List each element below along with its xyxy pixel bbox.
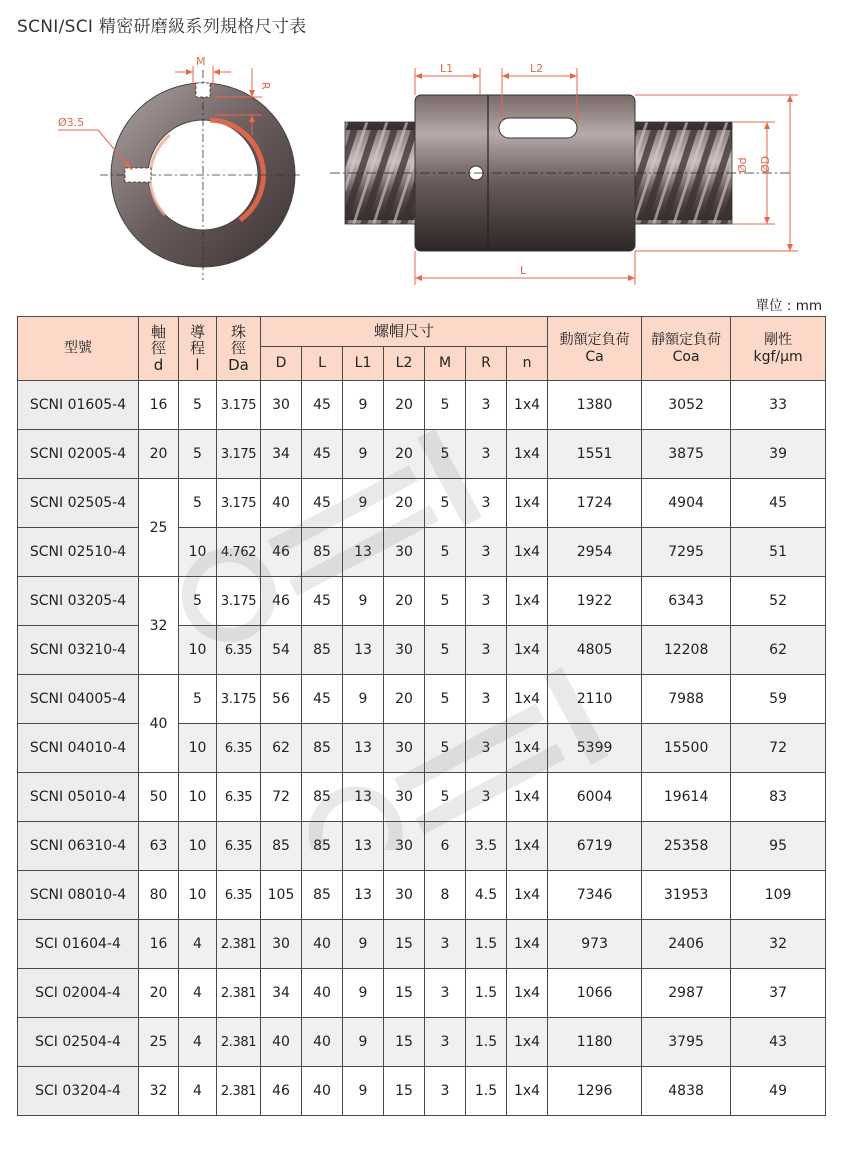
cell-nut-L1: 9: [343, 675, 384, 724]
cell-lead: 4: [179, 920, 217, 969]
cell-static-load: 7295: [642, 528, 731, 577]
cell-rigidity: 37: [731, 969, 826, 1018]
cell-rigidity: 95: [731, 822, 826, 871]
cell-lead: 5: [179, 430, 217, 479]
header-nut: 螺帽尺寸: [261, 317, 548, 347]
cell-model: SCI 03204-4: [18, 1067, 139, 1116]
cell-nut-L2: 20: [384, 577, 425, 626]
cell-dynamic-load: 6004: [548, 773, 642, 822]
cell-model: SCNI 08010-4: [18, 871, 139, 920]
cell-shaft-diameter: 40: [139, 675, 179, 773]
cell-rigidity: 51: [731, 528, 826, 577]
cell-lead: 10: [179, 871, 217, 920]
cell-nut-L: 85: [302, 724, 343, 773]
cell-static-load: 4838: [642, 1067, 731, 1116]
cell-nut-L2: 30: [384, 626, 425, 675]
cell-nut-n: 1x4: [507, 773, 548, 822]
cell-lead: 5: [179, 479, 217, 528]
cell-ball-diameter: 3.175: [217, 479, 261, 528]
cell-nut-L1: 9: [343, 969, 384, 1018]
cell-nut-n: 1x4: [507, 871, 548, 920]
table-row: [18, 773, 826, 822]
cell-rigidity: 72: [731, 724, 826, 773]
cell-nut-L2: 30: [384, 724, 425, 773]
cell-dynamic-load: 2110: [548, 675, 642, 724]
cell-static-load: 3795: [642, 1018, 731, 1067]
cell-model: SCNI 04010-4: [18, 724, 139, 773]
cell-shaft-diameter: 32: [139, 1067, 179, 1116]
cell-nut-n: 1x4: [507, 626, 548, 675]
cell-static-load: 7988: [642, 675, 731, 724]
cell-nut-n: 1x4: [507, 479, 548, 528]
header-stat: 靜額定負荷 Coa: [642, 317, 731, 381]
cell-nut-D: 54: [261, 626, 302, 675]
cell-nut-D: 34: [261, 969, 302, 1018]
cell-nut-n: 1x4: [507, 920, 548, 969]
cell-nut-D: 46: [261, 577, 302, 626]
header-nut-L2: L2: [384, 347, 425, 381]
cell-shaft-diameter: 20: [139, 430, 179, 479]
cell-lead: 10: [179, 528, 217, 577]
cell-nut-L1: 9: [343, 577, 384, 626]
cell-nut-D: 72: [261, 773, 302, 822]
cell-dynamic-load: 1724: [548, 479, 642, 528]
header-model: 型號: [18, 317, 139, 381]
cell-dynamic-load: 1380: [548, 381, 642, 430]
cell-nut-M: 6: [425, 822, 466, 871]
cell-nut-n: 1x4: [507, 381, 548, 430]
cell-ball-diameter: 4.762: [217, 528, 261, 577]
cell-model: SCI 02504-4: [18, 1018, 139, 1067]
cell-nut-M: 3: [425, 969, 466, 1018]
cell-dynamic-load: 973: [548, 920, 642, 969]
header-nut-M: M: [425, 347, 466, 381]
ball-nut-drawing: [0, 40, 842, 290]
cell-shaft-diameter: 80: [139, 871, 179, 920]
table-row: [18, 430, 826, 479]
cell-nut-L2: 30: [384, 871, 425, 920]
cell-nut-M: 5: [425, 381, 466, 430]
cell-nut-L: 40: [302, 920, 343, 969]
cell-ball-diameter: 6.35: [217, 822, 261, 871]
cell-nut-L2: 30: [384, 528, 425, 577]
cell-nut-L1: 13: [343, 626, 384, 675]
table-row: [18, 871, 826, 920]
cell-nut-R: 4.5: [466, 871, 507, 920]
cell-rigidity: 49: [731, 1067, 826, 1116]
cell-nut-R: 3: [466, 724, 507, 773]
cell-nut-L1: 9: [343, 1018, 384, 1067]
cell-lead: 5: [179, 381, 217, 430]
cell-dynamic-load: 6719: [548, 822, 642, 871]
cell-ball-diameter: 6.35: [217, 724, 261, 773]
cell-nut-n: 1x4: [507, 822, 548, 871]
cell-nut-L1: 9: [343, 479, 384, 528]
cell-rigidity: 45: [731, 479, 826, 528]
cell-nut-M: 5: [425, 577, 466, 626]
cell-static-load: 2406: [642, 920, 731, 969]
dim-l-label: L: [520, 264, 527, 277]
cell-nut-L2: 20: [384, 381, 425, 430]
header-nut-L1: L1: [343, 347, 384, 381]
cell-nut-R: 3: [466, 577, 507, 626]
cell-nut-R: 1.5: [466, 1018, 507, 1067]
table-row: [18, 1067, 826, 1116]
side-view: [330, 68, 798, 285]
cell-nut-L2: 30: [384, 822, 425, 871]
cell-ball-diameter: 6.35: [217, 773, 261, 822]
dim-l2-label: L2: [530, 62, 544, 75]
cell-dynamic-load: 7346: [548, 871, 642, 920]
cell-nut-L: 85: [302, 773, 343, 822]
cell-lead: 4: [179, 1067, 217, 1116]
cell-rigidity: 33: [731, 381, 826, 430]
cell-rigidity: 59: [731, 675, 826, 724]
cell-lead: 4: [179, 1018, 217, 1067]
cell-nut-L2: 15: [384, 920, 425, 969]
cell-lead: 5: [179, 577, 217, 626]
cell-static-load: 15500: [642, 724, 731, 773]
cell-nut-L: 45: [302, 577, 343, 626]
cell-static-load: 4904: [642, 479, 731, 528]
cell-static-load: 12208: [642, 626, 731, 675]
cell-nut-L1: 13: [343, 822, 384, 871]
cell-nut-L: 45: [302, 675, 343, 724]
cell-nut-D: 34: [261, 430, 302, 479]
header-nut-n: n: [507, 347, 548, 381]
cell-nut-D: 105: [261, 871, 302, 920]
cell-rigidity: 109: [731, 871, 826, 920]
cell-nut-L: 40: [302, 969, 343, 1018]
cell-rigidity: 62: [731, 626, 826, 675]
cell-dynamic-load: 4805: [548, 626, 642, 675]
header-ball: 珠徑 Da: [217, 317, 261, 381]
cell-model: SCNI 06310-4: [18, 822, 139, 871]
cell-shaft-diameter: 20: [139, 969, 179, 1018]
cell-shaft-diameter: 32: [139, 577, 179, 675]
spec-table-body: [18, 381, 826, 1116]
header-shaft: 軸徑 d: [139, 317, 179, 381]
cell-lead: 10: [179, 626, 217, 675]
cell-nut-L: 85: [302, 871, 343, 920]
cell-shaft-diameter: 63: [139, 822, 179, 871]
cell-nut-D: 46: [261, 528, 302, 577]
cell-nut-R: 1.5: [466, 969, 507, 1018]
cell-ball-diameter: 3.175: [217, 675, 261, 724]
cell-ball-diameter: 2.381: [217, 1067, 261, 1116]
cell-nut-R: 3: [466, 381, 507, 430]
cell-shaft-diameter: 25: [139, 1018, 179, 1067]
cell-lead: 10: [179, 822, 217, 871]
cell-nut-D: 85: [261, 822, 302, 871]
cell-nut-L: 85: [302, 822, 343, 871]
cell-nut-D: 46: [261, 1067, 302, 1116]
cell-ball-diameter: 2.381: [217, 1018, 261, 1067]
dim-D-label: ØD: [759, 155, 772, 173]
cell-nut-L: 40: [302, 1018, 343, 1067]
cell-rigidity: 32: [731, 920, 826, 969]
cell-ball-diameter: 3.175: [217, 381, 261, 430]
cell-nut-L1: 9: [343, 430, 384, 479]
cell-nut-R: 3: [466, 773, 507, 822]
cell-model: SCNI 01605-4: [18, 381, 139, 430]
cell-shaft-diameter: 16: [139, 381, 179, 430]
cell-lead: 4: [179, 969, 217, 1018]
cell-model: SCNI 03210-4: [18, 626, 139, 675]
cell-nut-D: 56: [261, 675, 302, 724]
cell-nut-L: 45: [302, 430, 343, 479]
cell-nut-L1: 9: [343, 920, 384, 969]
cell-nut-R: 3: [466, 528, 507, 577]
cell-model: SCNI 03205-4: [18, 577, 139, 626]
cell-nut-R: 3: [466, 479, 507, 528]
cell-ball-diameter: 2.381: [217, 969, 261, 1018]
cell-dynamic-load: 1296: [548, 1067, 642, 1116]
cell-static-load: 6343: [642, 577, 731, 626]
cell-ball-diameter: 3.175: [217, 430, 261, 479]
cell-nut-M: 3: [425, 1018, 466, 1067]
dim-m-label: M: [196, 55, 206, 68]
cell-nut-L: 45: [302, 381, 343, 430]
cell-model: SCNI 02505-4: [18, 479, 139, 528]
header-lead: 導程 l: [179, 317, 217, 381]
cell-lead: 5: [179, 675, 217, 724]
cell-static-load: 25358: [642, 822, 731, 871]
cell-nut-M: 5: [425, 528, 466, 577]
header-dyn: 動額定負荷 Ca: [548, 317, 642, 381]
cell-model: SCI 01604-4: [18, 920, 139, 969]
cell-nut-L2: 15: [384, 1067, 425, 1116]
cell-nut-R: 1.5: [466, 920, 507, 969]
cell-nut-R: 3: [466, 675, 507, 724]
cell-dynamic-load: 1180: [548, 1018, 642, 1067]
cell-static-load: 3052: [642, 381, 731, 430]
cell-shaft-diameter: 25: [139, 479, 179, 577]
table-row: [18, 969, 826, 1018]
cell-rigidity: 52: [731, 577, 826, 626]
header-nut-L: L: [302, 347, 343, 381]
cell-nut-L1: 13: [343, 724, 384, 773]
cell-nut-L2: 20: [384, 479, 425, 528]
cell-model: SCNI 05010-4: [18, 773, 139, 822]
cell-nut-L: 85: [302, 626, 343, 675]
cell-dynamic-load: 5399: [548, 724, 642, 773]
dim-l1-label: L1: [440, 62, 454, 75]
unit-label: 單位 : mm: [755, 298, 822, 314]
cell-rigidity: 43: [731, 1018, 826, 1067]
cell-nut-n: 1x4: [507, 675, 548, 724]
cell-dynamic-load: 1066: [548, 969, 642, 1018]
cell-nut-M: 5: [425, 724, 466, 773]
table-row: [18, 822, 826, 871]
cell-static-load: 19614: [642, 773, 731, 822]
table-row: [18, 675, 826, 724]
table-row: [18, 381, 826, 430]
page-title: SCNI/SCI 精密研磨級系列規格尺寸表: [17, 17, 307, 37]
cell-nut-L: 45: [302, 479, 343, 528]
cell-ball-diameter: 6.35: [217, 626, 261, 675]
cell-nut-n: 1x4: [507, 724, 548, 773]
cell-nut-M: 5: [425, 773, 466, 822]
header-nut-D: D: [261, 347, 302, 381]
cell-nut-M: 5: [425, 675, 466, 724]
spec-table: [17, 316, 826, 1116]
cell-nut-D: 40: [261, 1018, 302, 1067]
cell-nut-R: 1.5: [466, 1067, 507, 1116]
cell-nut-D: 40: [261, 479, 302, 528]
header-nut-R: R: [466, 347, 507, 381]
cell-nut-M: 3: [425, 920, 466, 969]
cell-model: SCNI 02510-4: [18, 528, 139, 577]
cell-nut-L2: 30: [384, 773, 425, 822]
cell-shaft-diameter: 16: [139, 920, 179, 969]
cell-nut-n: 1x4: [507, 430, 548, 479]
cell-nut-M: 5: [425, 626, 466, 675]
cell-nut-L1: 9: [343, 1067, 384, 1116]
cell-nut-M: 8: [425, 871, 466, 920]
cell-ball-diameter: 2.381: [217, 920, 261, 969]
cell-rigidity: 83: [731, 773, 826, 822]
cell-nut-D: 30: [261, 381, 302, 430]
table-row: [18, 920, 826, 969]
cell-nut-D: 30: [261, 920, 302, 969]
cell-model: SCI 02004-4: [18, 969, 139, 1018]
cell-nut-n: 1x4: [507, 1067, 548, 1116]
cell-shaft-diameter: 50: [139, 773, 179, 822]
header-rigid: 剛性 kgf/μm: [731, 317, 826, 381]
cell-nut-R: 3: [466, 430, 507, 479]
cell-nut-L2: 15: [384, 1018, 425, 1067]
end-view: [58, 66, 300, 280]
cell-nut-D: 62: [261, 724, 302, 773]
cell-nut-n: 1x4: [507, 577, 548, 626]
cell-nut-M: 3: [425, 1067, 466, 1116]
cell-rigidity: 39: [731, 430, 826, 479]
table-row: [18, 479, 826, 528]
table-row: [18, 1018, 826, 1067]
cell-nut-M: 5: [425, 430, 466, 479]
cell-dynamic-load: 1922: [548, 577, 642, 626]
cell-nut-L1: 13: [343, 528, 384, 577]
cell-ball-diameter: 6.35: [217, 871, 261, 920]
cell-nut-n: 1x4: [507, 528, 548, 577]
cell-nut-R: 3: [466, 626, 507, 675]
cell-nut-L1: 9: [343, 381, 384, 430]
cell-nut-n: 1x4: [507, 969, 548, 1018]
cell-lead: 10: [179, 773, 217, 822]
cell-nut-L1: 13: [343, 773, 384, 822]
dim-r-label: R: [259, 82, 272, 90]
cell-static-load: 3875: [642, 430, 731, 479]
cell-static-load: 31953: [642, 871, 731, 920]
cell-dynamic-load: 1551: [548, 430, 642, 479]
cell-nut-L1: 13: [343, 871, 384, 920]
cell-nut-L2: 20: [384, 430, 425, 479]
table-row: [18, 577, 826, 626]
cell-nut-n: 1x4: [507, 1018, 548, 1067]
cell-nut-L2: 20: [384, 675, 425, 724]
cell-nut-L: 85: [302, 528, 343, 577]
cell-static-load: 2987: [642, 969, 731, 1018]
cell-model: SCNI 02005-4: [18, 430, 139, 479]
cell-lead: 10: [179, 724, 217, 773]
cell-nut-L2: 15: [384, 969, 425, 1018]
cell-nut-L: 40: [302, 1067, 343, 1116]
cell-model: SCNI 04005-4: [18, 675, 139, 724]
cell-nut-R: 3.5: [466, 822, 507, 871]
cell-dynamic-load: 2954: [548, 528, 642, 577]
cell-ball-diameter: 3.175: [217, 577, 261, 626]
dim-hole-label: Ø3.5: [58, 116, 85, 129]
dim-d-label: Ød: [736, 157, 749, 173]
cell-nut-M: 5: [425, 479, 466, 528]
